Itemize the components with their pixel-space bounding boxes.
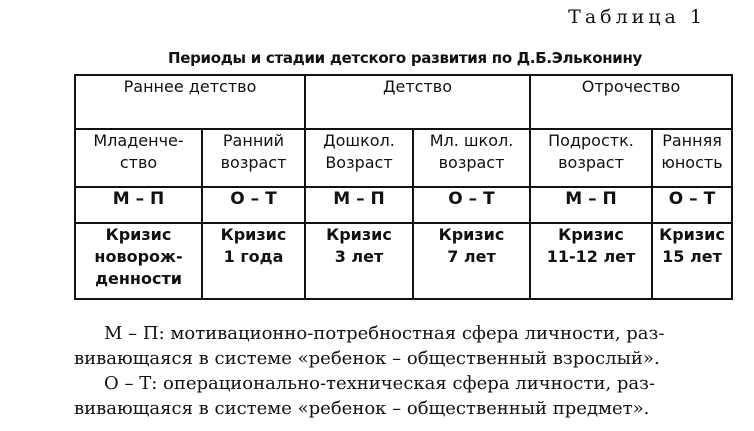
- stage-line: возраст: [558, 153, 624, 172]
- periods-table: [74, 74, 733, 300]
- period-row: [75, 75, 732, 129]
- crisis-line: новорож-: [94, 247, 183, 266]
- stage-cell: [75, 129, 202, 187]
- legend-line: вивающаяся в системе «ребенок – общественный предмет».: [74, 398, 650, 419]
- stage-line: Возраст: [325, 153, 393, 172]
- crisis-line: Кризис: [326, 225, 392, 244]
- table-number: Таблица 1: [568, 6, 706, 28]
- stage-line: ство: [119, 153, 158, 172]
- sphere-cell: М – П: [305, 187, 413, 223]
- stage-line: юность: [661, 153, 723, 172]
- crisis-cell: [413, 223, 530, 299]
- stage-cell: [530, 129, 652, 187]
- legend-ot: [74, 371, 742, 421]
- crisis-cell: [305, 223, 413, 299]
- legend-mp: [74, 321, 742, 371]
- crisis-line: Кризис: [220, 225, 287, 244]
- legend-line: М – П: мотивационно-потребностная сфера личности, раз-: [104, 323, 665, 344]
- sphere-cell: М – П: [75, 187, 202, 223]
- stage-cell: [413, 129, 530, 187]
- crisis-line: Кризис: [659, 225, 725, 244]
- crisis-line: Кризис: [558, 225, 624, 244]
- sphere-cell: О – Т: [413, 187, 530, 223]
- crisis-cell: [652, 223, 732, 299]
- stage-cell: [305, 129, 413, 187]
- stage-line: Ранний: [222, 131, 285, 150]
- stage-cell: [652, 129, 732, 187]
- legend-line: О – Т: операционально-техническая сфера личности, раз-: [104, 373, 656, 394]
- crisis-line: 3 лет: [334, 247, 384, 266]
- crisis-cell: [530, 223, 652, 299]
- stage-line: Ранняя: [662, 131, 722, 150]
- crisis-row: [75, 223, 732, 299]
- stage-line: возраст: [438, 153, 505, 172]
- stage-line: Дошкол.: [323, 131, 395, 150]
- crisis-line: 15 лет: [662, 247, 722, 266]
- sphere-cell: М – П: [530, 187, 652, 223]
- crisis-cell: [75, 223, 202, 299]
- crisis-line: Кризис: [105, 225, 172, 244]
- crisis-cell: [202, 223, 305, 299]
- stage-line: Мл. школ.: [429, 131, 514, 150]
- crisis-line: денности: [95, 269, 182, 288]
- crisis-line: 11-12 лет: [546, 247, 636, 266]
- sphere-cell: О – Т: [652, 187, 732, 223]
- period-cell: Детство: [305, 75, 530, 129]
- period-cell: Раннее детство: [75, 75, 305, 129]
- sphere-row: [75, 187, 732, 223]
- period-cell: Отрочество: [530, 75, 732, 129]
- crisis-line: Кризис: [438, 225, 505, 244]
- stage-line: возраст: [220, 153, 287, 172]
- stage-line: Младенче-: [93, 131, 184, 150]
- table-title: Периоды и стадии детского развития по Д.Б.Эльконину: [167, 49, 643, 67]
- legend-line: вивающаяся в системе «ребенок – общественный взрослый».: [74, 348, 660, 369]
- stage-cell: [202, 129, 305, 187]
- stage-line: Подростк.: [548, 131, 634, 150]
- stage-row: [75, 129, 732, 187]
- crisis-line: 7 лет: [447, 247, 496, 266]
- crisis-line: 1 года: [223, 247, 284, 266]
- sphere-cell: О – Т: [202, 187, 305, 223]
